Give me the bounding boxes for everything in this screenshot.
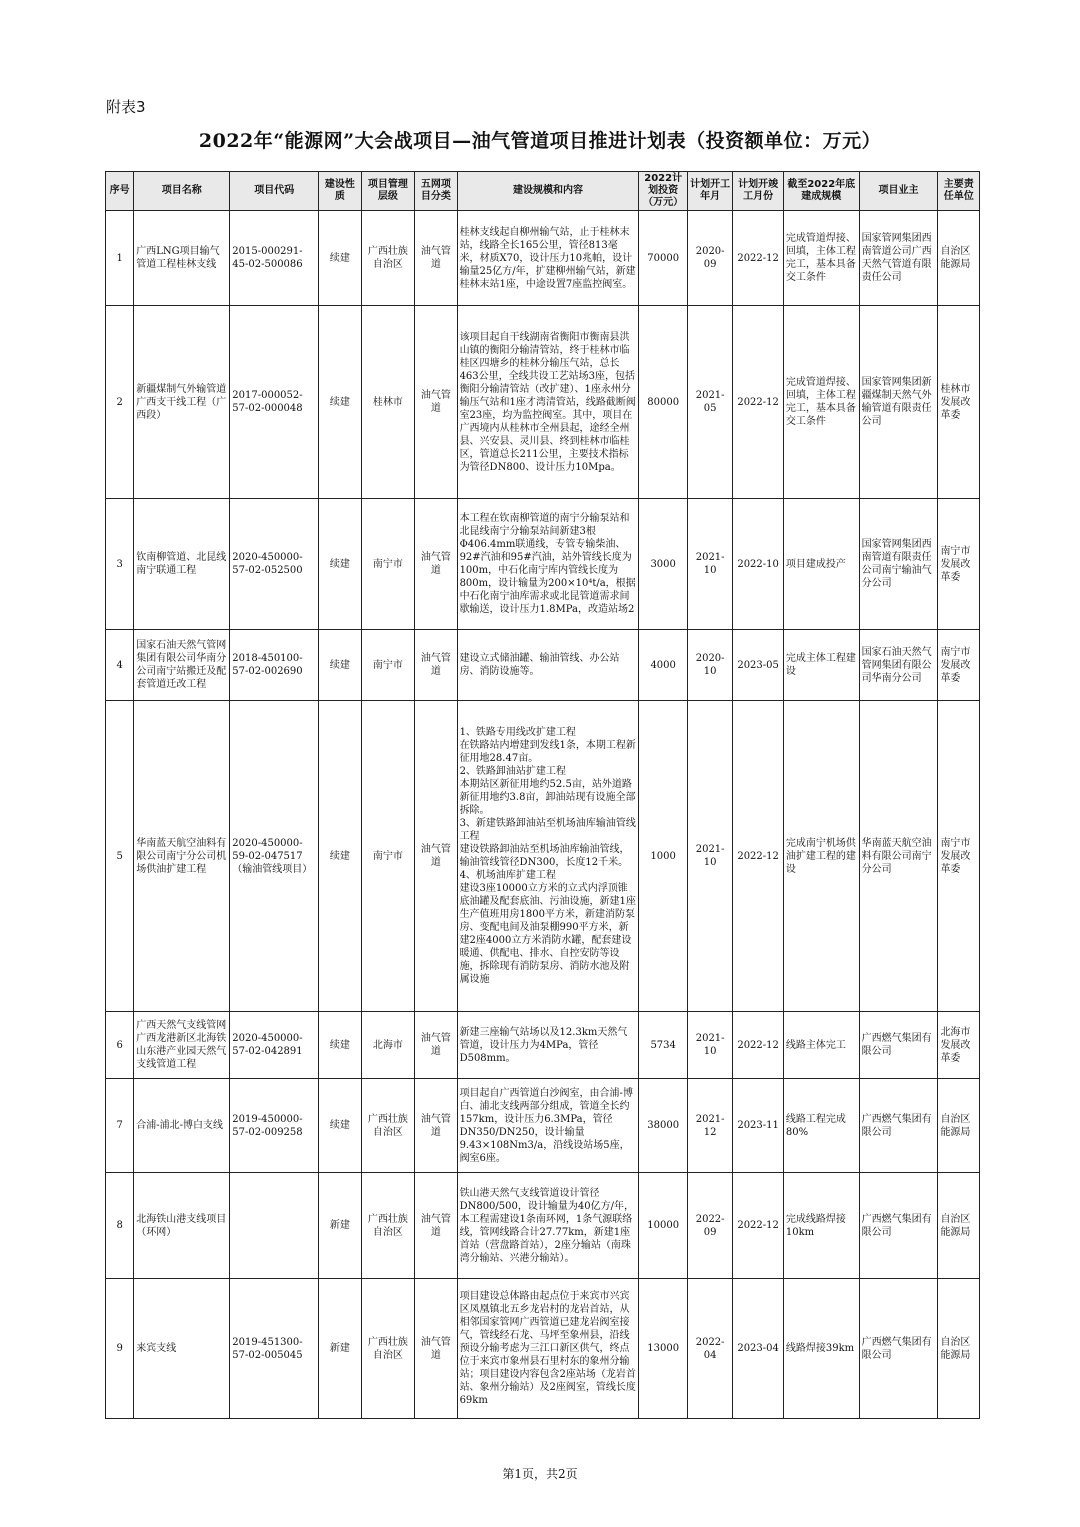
header-seq: 序号 xyxy=(106,172,134,211)
cell-start xyxy=(687,1279,732,1419)
cell-seq xyxy=(106,1012,134,1079)
cell-finish-text: 2023-11 xyxy=(737,1120,779,1131)
cell-start-text: 2022-09 xyxy=(695,1213,725,1238)
cell-code xyxy=(230,701,319,1012)
cell-seq-text: 1 xyxy=(116,252,123,264)
cell-progress-text: 完成管道焊接、回填，主体工程完工，基本具备交工条件 xyxy=(785,377,856,427)
cell-seq-text: 2 xyxy=(116,396,123,408)
header-invest: 2022计划投资（万元） xyxy=(639,172,687,211)
header-category: 五网项目分类 xyxy=(415,172,457,211)
cell-progress xyxy=(783,1012,859,1079)
cell-seq-text: 8 xyxy=(116,1220,123,1231)
cell-start-text: 2021-10 xyxy=(695,1033,725,1057)
cell-seq-text: 9 xyxy=(116,1343,123,1354)
cell-code xyxy=(230,630,319,701)
cell-finish-text: 2022-12 xyxy=(737,1039,779,1051)
cell-owner xyxy=(859,630,938,701)
cell-start-text: 2020-10 xyxy=(695,653,725,677)
cell-category xyxy=(415,1173,457,1279)
cell-finish-text: 2023-04 xyxy=(737,1343,779,1354)
cell-owner xyxy=(859,1279,938,1419)
cell-name xyxy=(134,499,230,630)
cell-invest xyxy=(639,1173,687,1279)
cell-category xyxy=(415,701,457,1012)
cell-nature-text: 续建 xyxy=(329,252,350,264)
cell-unit-text: 自治区能源局 xyxy=(940,1336,971,1361)
cell-level-text: 广西壮族自治区 xyxy=(367,1113,408,1138)
cell-code-text: 2019-450000-57-02-009258 xyxy=(232,1113,303,1138)
cell-owner xyxy=(859,499,938,630)
page-number: 第1页，共2页 xyxy=(502,1467,578,1481)
cell-progress xyxy=(783,211,859,306)
cell-content-text: 新建三座输气站场以及12.3km天然气管道，设计压力为4MPa，管径D508mm。 xyxy=(459,1026,628,1064)
header-nature: 建设性质 xyxy=(319,172,361,211)
cell-progress-text: 完成管道焊接、回填，主体工程完工，基本具备交工条件 xyxy=(785,233,856,283)
cell-category xyxy=(415,1079,457,1173)
cell-finish-text: 2022-10 xyxy=(737,558,779,570)
cell-start-text: 2021-05 xyxy=(695,390,725,414)
cell-name xyxy=(134,306,230,499)
cell-finish xyxy=(733,211,784,306)
cell-invest-text: 38000 xyxy=(647,1120,680,1131)
cell-unit xyxy=(938,499,980,630)
cell-level xyxy=(361,701,415,1012)
cell-progress-text: 线路焊接39km xyxy=(785,1343,855,1354)
cell-owner xyxy=(859,306,938,499)
cell-level-text: 南宁市 xyxy=(372,558,403,570)
cell-code-text: 2018-450100-57-02-002690 xyxy=(232,653,303,677)
header-start: 计划开工年月 xyxy=(687,172,732,211)
cell-owner-text: 国家石油天然气管网集团有限公司华南分公司 xyxy=(861,646,932,684)
cell-content xyxy=(457,1079,639,1173)
cell-start-text: 2021-10 xyxy=(695,844,725,868)
cell-owner-text: 国家管网集团西南管道公司广西天然气管道有限责任公司 xyxy=(861,233,932,283)
cell-seq xyxy=(106,1279,134,1419)
cell-content-text: 项目建设总体路由起点位于来宾市兴宾区凤凰镇北五乡龙岩村的龙岩首站，从相邻国家管网广西管道已建龙岩阀室接气，管线经石龙、马坪至象州县，沿线预设分输考虑为三江口新区供气，终点位于来宾市象州县石里村东的象州分输站；项目建设内容包含2座站场（龙岩首站、象州分输站）及2座阀室，管线长度69km xyxy=(459,1291,636,1406)
cell-nature-text: 续建 xyxy=(329,558,350,570)
cell-finish xyxy=(733,1079,784,1173)
cell-nature-text: 新建 xyxy=(329,1220,350,1231)
cell-level xyxy=(361,211,415,306)
cell-start xyxy=(687,1079,732,1173)
cell-nature-text: 续建 xyxy=(329,850,350,862)
cell-unit-text: 桂林市发展改革委 xyxy=(940,383,971,421)
cell-finish-text: 2022-12 xyxy=(737,850,779,862)
table-row xyxy=(106,701,980,1012)
cell-nature-text: 续建 xyxy=(329,1120,350,1131)
cell-nature xyxy=(319,1079,361,1173)
cell-start xyxy=(687,630,732,701)
cell-unit-text: 自治区能源局 xyxy=(940,1113,971,1138)
cell-name-text: 新疆煤制气外输管道广西支干线工程（广西段） xyxy=(136,383,227,421)
cell-invest xyxy=(639,1012,687,1079)
cell-invest xyxy=(639,701,687,1012)
cell-unit xyxy=(938,306,980,499)
table-row xyxy=(106,630,980,701)
cell-code-text: 2020-450000-59-02-047517（输油管线项目） xyxy=(232,837,313,875)
cell-category xyxy=(415,211,457,306)
table-row xyxy=(106,1173,980,1279)
cell-nature xyxy=(319,630,361,701)
cell-level-text: 桂林市 xyxy=(372,396,403,408)
cell-name xyxy=(134,1279,230,1419)
cell-name xyxy=(134,211,230,306)
cell-owner xyxy=(859,701,938,1012)
cell-owner xyxy=(859,1012,938,1079)
header-unit: 主要责任单位 xyxy=(938,172,980,211)
cell-content xyxy=(457,630,639,701)
cell-progress-text: 完成南宁机场供油扩建工程的建设 xyxy=(785,837,856,875)
cell-unit-text: 南宁市发展改革委 xyxy=(940,646,971,684)
cell-name-text: 国家石油天然气管网集团有限公司华南分公司南宁站搬迁及配套管道迁改工程 xyxy=(136,640,227,690)
cell-category-text: 油气管道 xyxy=(420,1113,451,1138)
cell-finish xyxy=(733,306,784,499)
cell-unit-text: 北海市发展改革委 xyxy=(940,1026,971,1064)
cell-name xyxy=(134,701,230,1012)
cell-name xyxy=(134,1012,230,1079)
cell-start-text: 2022-04 xyxy=(695,1336,725,1361)
cell-code xyxy=(230,1012,319,1079)
cell-start xyxy=(687,499,732,630)
cell-invest xyxy=(639,630,687,701)
cell-progress xyxy=(783,630,859,701)
cell-unit-text: 南宁市发展改革委 xyxy=(940,545,971,583)
cell-level xyxy=(361,1012,415,1079)
annex-label: 附表3 xyxy=(106,98,146,116)
cell-unit-text: 自治区能源局 xyxy=(940,1213,971,1238)
cell-owner-text: 广西燃气集团有限公司 xyxy=(861,1033,932,1057)
cell-seq xyxy=(106,211,134,306)
cell-invest xyxy=(639,211,687,306)
cell-level-text: 南宁市 xyxy=(372,659,403,671)
cell-owner-text: 广西燃气集团有限公司 xyxy=(861,1113,932,1138)
cell-progress-text: 完成线路焊接10km xyxy=(785,1213,846,1238)
cell-nature xyxy=(319,1012,361,1079)
cell-finish-text: 2022-12 xyxy=(737,252,779,264)
cell-seq xyxy=(106,306,134,499)
cell-nature-text: 新建 xyxy=(329,1343,350,1354)
cell-invest xyxy=(639,499,687,630)
cell-start xyxy=(687,1173,732,1279)
cell-level-text: 广西壮族自治区 xyxy=(367,1336,408,1361)
cell-name-text: 合浦-浦北-博白支线 xyxy=(136,1120,224,1131)
cell-category-text: 油气管道 xyxy=(420,653,451,677)
cell-unit xyxy=(938,1012,980,1079)
cell-unit xyxy=(938,1173,980,1279)
cell-content-text: 建设立式储油罐、输油管线、办公站房、消防设施等。 xyxy=(459,653,620,677)
header-code: 项目代码 xyxy=(230,172,319,211)
cell-level-text: 广西壮族自治区 xyxy=(367,246,408,270)
cell-code xyxy=(230,1079,319,1173)
cell-content-text: 项目起自广西管道白沙阀室，由合浦-博白、浦北支线两部分组成，管道全长约157km，设计压力6.3MPa，管径DN350/DN250，设计输量9.43×108Nm3/a，沿线设站场5座，阀室6座。 xyxy=(459,1087,633,1164)
cell-name xyxy=(134,1173,230,1279)
cell-finish xyxy=(733,1279,784,1419)
cell-code xyxy=(230,306,319,499)
header-finish: 计划开竣工月份 xyxy=(733,172,784,211)
cell-nature xyxy=(319,701,361,1012)
cell-finish-text: 2023-05 xyxy=(737,659,779,671)
table-body xyxy=(106,211,980,1419)
cell-level-text: 北海市 xyxy=(372,1039,403,1051)
cell-seq xyxy=(106,1079,134,1173)
table-row xyxy=(106,306,980,499)
cell-category xyxy=(415,630,457,701)
cell-owner xyxy=(859,1079,938,1173)
cell-content xyxy=(457,1279,639,1419)
cell-invest xyxy=(639,1079,687,1173)
cell-finish xyxy=(733,499,784,630)
table-header-row xyxy=(106,172,980,211)
cell-progress xyxy=(783,1279,859,1419)
cell-name xyxy=(134,1079,230,1173)
cell-name-text: 广西LNG项目输气管道工程桂林支线 xyxy=(136,246,220,270)
cell-owner-text: 广西燃气集团有限公司 xyxy=(861,1336,932,1361)
cell-content-text: 1、铁路专用线改扩建工程 在铁路站内增建到发线1条，本期工程新征用地28.47亩。 2、铁路卸油站扩建工程 本期站区新征用地约52.5亩，站外道路新征用地约3.8亩，卸油站现有设施全部拆除。 3、新建铁路卸油站至机场油库输油管线工程 建设铁路卸油站至机场油库输油管线，输油管线管径DN300，长度12千米。 4、机场油库扩建工程 建设3座10000立方米的立式内浮顶锥底油罐及配套底油、污油设施，新建1座生产值班用房1800平方米，新建消防泵房、变配电间及油泵棚990平方米，新建2座4000立方米消防水罐，配套建设暖通、供配电、排水、自控安防等设施，拆除现有消防泵房、消防水池及附属设施 xyxy=(459,727,636,985)
cell-level xyxy=(361,1079,415,1173)
cell-code-text: 2020-450000-57-02-042891 xyxy=(232,1033,303,1057)
table-row xyxy=(106,1079,980,1173)
cell-finish xyxy=(733,1173,784,1279)
cell-nature-text: 续建 xyxy=(329,1039,350,1051)
cell-level xyxy=(361,306,415,499)
cell-name-text: 北海铁山港支线项目（环网） xyxy=(136,1213,227,1238)
cell-start-text: 2021-10 xyxy=(695,552,725,576)
cell-content xyxy=(457,701,639,1012)
cell-seq xyxy=(106,499,134,630)
cell-content xyxy=(457,211,639,306)
cell-content-text: 铁山港天然气支线管道设计管径DN800/500，设计输量为40亿方/年，本工程需建设1条南环网，1条气源联络线，管网线路合计27.77km，新建1座首站（营盘路首站），2座分输站（南珠湾分输站、兴港分输站）。 xyxy=(459,1187,634,1264)
cell-unit xyxy=(938,1279,980,1419)
cell-unit xyxy=(938,211,980,306)
cell-name-text: 广西天然气支线管网广西龙港新区北海铁山东港产业园天然气支线管道工程 xyxy=(136,1020,227,1070)
cell-code xyxy=(230,1279,319,1419)
cell-content xyxy=(457,499,639,630)
cell-invest-text: 4000 xyxy=(650,659,676,671)
cell-owner-text: 广西燃气集团有限公司 xyxy=(861,1213,932,1238)
cell-unit xyxy=(938,1079,980,1173)
cell-code-text: 2017-000052-57-02-000048 xyxy=(232,390,303,414)
cell-progress-text: 项目建成投产 xyxy=(785,558,846,570)
cell-unit-text: 南宁市发展改革委 xyxy=(940,837,971,875)
cell-finish xyxy=(733,1012,784,1079)
cell-finish-text: 2022-12 xyxy=(737,396,779,408)
header-content: 建设规模和内容 xyxy=(457,172,639,211)
table-row xyxy=(106,499,980,630)
cell-nature-text: 续建 xyxy=(329,659,350,671)
header-level: 项目管理层级 xyxy=(361,172,415,211)
cell-category-text: 油气管道 xyxy=(420,1213,451,1238)
cell-category-text: 油气管道 xyxy=(420,1336,451,1361)
cell-invest-text: 3000 xyxy=(650,558,676,570)
cell-nature xyxy=(319,1173,361,1279)
cell-start xyxy=(687,1012,732,1079)
cell-content xyxy=(457,306,639,499)
cell-category xyxy=(415,1012,457,1079)
cell-invest-text: 5734 xyxy=(650,1039,676,1051)
cell-nature xyxy=(319,499,361,630)
page-title: 2022年“能源网”大会战项目—油气管道项目推进计划表（投资额单位：万元） xyxy=(198,130,882,152)
cell-level xyxy=(361,499,415,630)
cell-owner xyxy=(859,211,938,306)
table-row xyxy=(106,1012,980,1079)
cell-invest xyxy=(639,1279,687,1419)
cell-unit-text: 自治区能源局 xyxy=(940,246,971,270)
cell-nature-text: 续建 xyxy=(329,396,350,408)
cell-finish xyxy=(733,630,784,701)
cell-progress-text: 完成主体工程建设 xyxy=(785,653,856,677)
cell-nature xyxy=(319,1279,361,1419)
cell-unit xyxy=(938,630,980,701)
table-row xyxy=(106,211,980,306)
cell-level-text: 南宁市 xyxy=(372,850,403,862)
cell-start xyxy=(687,701,732,1012)
cell-start xyxy=(687,211,732,306)
header-owner: 项目业主 xyxy=(859,172,938,211)
cell-invest-text: 1000 xyxy=(650,850,676,862)
cell-progress xyxy=(783,499,859,630)
header-progress: 截至2022年底建成规模 xyxy=(783,172,859,211)
cell-category-text: 油气管道 xyxy=(420,552,451,576)
cell-seq-text: 3 xyxy=(116,558,123,570)
cell-seq-text: 4 xyxy=(116,659,123,671)
cell-nature xyxy=(319,306,361,499)
table-row xyxy=(106,1279,980,1419)
cell-code xyxy=(230,211,319,306)
cell-progress xyxy=(783,306,859,499)
cell-category xyxy=(415,1279,457,1419)
cell-seq-text: 6 xyxy=(116,1039,123,1051)
cell-start xyxy=(687,306,732,499)
cell-code-text: 2020-450000-57-02-052500 xyxy=(232,552,303,576)
cell-invest xyxy=(639,306,687,499)
cell-code xyxy=(230,499,319,630)
cell-code xyxy=(230,1173,319,1279)
cell-finish-text: 2022-12 xyxy=(737,1220,779,1231)
cell-owner-text: 国家管网集团新疆煤制天然气外输管道有限责任公司 xyxy=(861,377,932,427)
header-name: 项目名称 xyxy=(134,172,230,211)
cell-category xyxy=(415,499,457,630)
cell-category-text: 油气管道 xyxy=(420,390,451,414)
cell-progress-text: 线路主体完工 xyxy=(785,1039,846,1051)
cell-progress xyxy=(783,1173,859,1279)
cell-level xyxy=(361,630,415,701)
cell-unit xyxy=(938,701,980,1012)
cell-category-text: 油气管道 xyxy=(420,1033,451,1057)
cell-owner xyxy=(859,1173,938,1279)
cell-progress-text: 线路工程完成80% xyxy=(785,1113,846,1138)
cell-content xyxy=(457,1012,639,1079)
cell-name-text: 钦南柳管道、北昆线南宁联通工程 xyxy=(136,552,227,576)
cell-content xyxy=(457,1173,639,1279)
cell-code-text: 2015-000291-45-02-500086 xyxy=(232,246,303,270)
cell-seq-text: 7 xyxy=(116,1120,123,1131)
cell-content-text: 本工程在钦南柳管道的南宁分输泵站和北昆线南宁分输泵站间新建3根Φ406.4mm联通线，专管专输柴油、92#汽油和95#汽油，站外管线长度为100m，中石化南宁库内管线长度为800m，设计输量为200×10⁴t/a，根据中石化南宁油库需求或北昆管道需求间歇输送，设计压力1.8MPa，改造站场2 xyxy=(459,513,636,615)
cell-category-text: 油气管道 xyxy=(420,246,451,270)
cell-progress xyxy=(783,701,859,1012)
cell-owner-text: 国家管网集团西南管道有限责任公司南宁输油气分公司 xyxy=(861,539,932,589)
cell-level-text: 广西壮族自治区 xyxy=(367,1213,408,1238)
cell-level xyxy=(361,1279,415,1419)
cell-seq xyxy=(106,630,134,701)
project-plan-table xyxy=(105,171,980,1419)
cell-code-text: 2019-451300-57-02-005045 xyxy=(232,1336,303,1361)
cell-seq xyxy=(106,1173,134,1279)
cell-seq-text: 5 xyxy=(116,850,123,862)
cell-name-text: 来宾支线 xyxy=(136,1343,177,1354)
cell-name xyxy=(134,630,230,701)
cell-name-text: 华南蓝天航空油料有限公司南宁分公司机场供油扩建工程 xyxy=(136,837,227,875)
cell-category xyxy=(415,306,457,499)
cell-invest-text: 80000 xyxy=(647,396,680,408)
cell-start-text: 2020-09 xyxy=(695,246,725,270)
cell-seq xyxy=(106,701,134,1012)
cell-finish xyxy=(733,701,784,1012)
cell-owner-text: 华南蓝天航空油料有限公司南宁分公司 xyxy=(861,837,932,875)
cell-category-text: 油气管道 xyxy=(420,844,451,868)
cell-content-text: 该项目起自干线湖南省衡阳市衡南县洪山镇的衡阳分输清管站，终于桂林市临桂区四塘乡的桂林分输压气站，总长463公里，全线共设工艺站场3座，包括衡阳分输清管站（改扩建）、1座永州分输压气站和1座才湾清管站，线路截断阀室23座，均为监控阀室。其中，项目在广西境内从桂林市全州县起，途经全州县、兴安县、灵川县、终到桂林市临桂区，管道总长211公里，主要技术指标为管径DN800、设计压力10Mpa。 xyxy=(459,331,636,473)
cell-progress xyxy=(783,1079,859,1173)
cell-invest-text: 10000 xyxy=(647,1220,680,1231)
cell-start-text: 2021-12 xyxy=(695,1113,725,1138)
cell-invest-text: 13000 xyxy=(647,1343,680,1354)
cell-invest-text: 70000 xyxy=(647,252,680,264)
cell-content-text: 桂林支线起自柳州输气站，止于桂林末站，线路全长165公里，管径813毫米，材质X70，设计压力10兆帕，设计输量25亿方/年，扩建柳州输气站，新建桂林末站1座，中途设置7座监控阀室。 xyxy=(459,226,636,290)
cell-level xyxy=(361,1173,415,1279)
cell-nature xyxy=(319,211,361,306)
